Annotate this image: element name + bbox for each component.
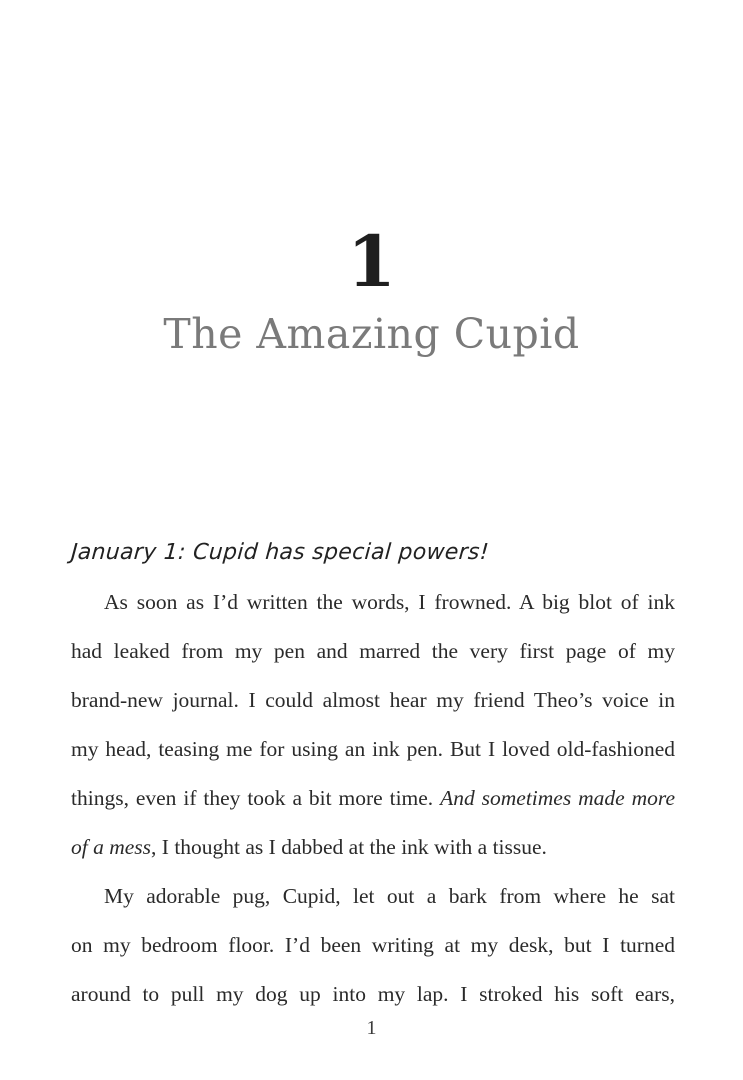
paragraph-1-line-6 — [71, 823, 675, 872]
line-5-plain-text: things, even if they took a bit more time. — [71, 786, 434, 810]
paragraph-1-line-4: my head, teasing me for using an ink pen. But I loved old-fashioned — [71, 737, 675, 761]
chapter-number: 1 — [347, 220, 396, 303]
line-5-italic-text: And sometimes made more — [440, 786, 675, 810]
line-6-plain-text: , I thought as I dabbed at the ink with a tissue. — [151, 835, 547, 859]
paragraph-1-line-5 — [71, 774, 675, 823]
page-number: 1 — [366, 1017, 377, 1039]
paragraph-2-line-3: around to pull my dog up into my lap. I stroked his soft ears, — [71, 982, 675, 1006]
chapter-title: The Amazing Cupid — [163, 310, 580, 358]
paragraph-1-line-3: brand-new journal. I could almost hear my friend Theo’s voice in — [71, 688, 675, 712]
paragraph-2-line-2: on my bedroom floor. I’d been writing at my desk, but I turned — [71, 933, 675, 957]
paragraph-2-line-1: My adorable pug, Cupid, let out a bark from where he sat — [104, 884, 675, 908]
line-6-italic-text: of a mess — [71, 835, 152, 859]
paragraph-1-line-1: As soon as I’d written the words, I frowned. A big blot of ink — [104, 590, 675, 614]
journal-entry-heading: January 1: Cupid has special powers! — [70, 540, 490, 565]
paragraph-1-line-2: had leaked from my pen and marred the very first page of my — [71, 639, 675, 663]
body-text — [71, 578, 675, 1019]
